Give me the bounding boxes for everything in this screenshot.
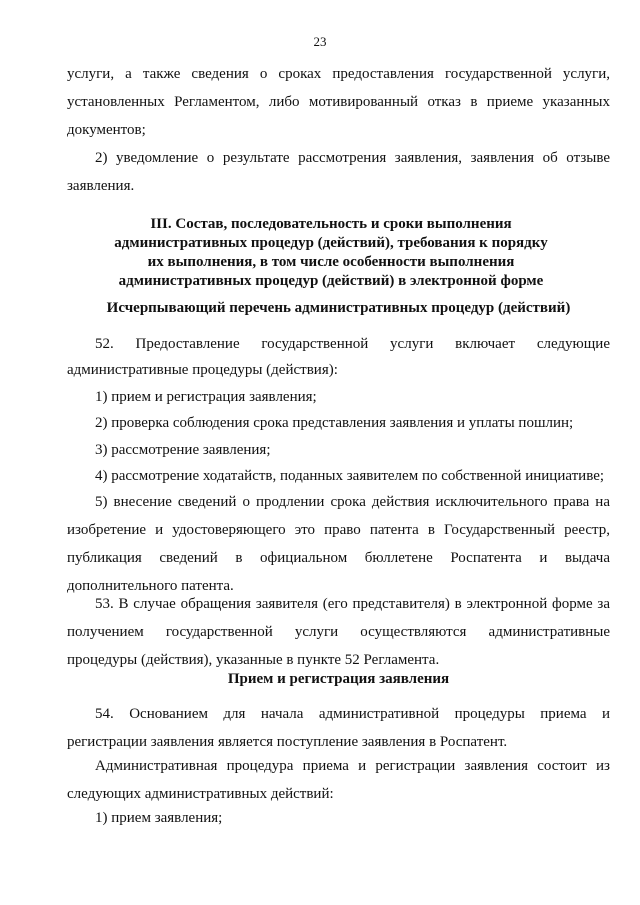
paragraph-52-line1: 52. Предоставление государственной услуги включает следующие (95, 336, 610, 352)
list-item-notification: 2) уведомление о результате рассмотрения заявления, заявления об отзыве заявления. (67, 150, 610, 194)
section-heading-line: III. Состав, последовательность и сроки выполнения (150, 216, 512, 232)
continued-paragraph: услуги, а также сведения о сроках предоставления государственной услуги, установленных Регламентом, либо мотивированный отказ в приеме указанных документов; (67, 66, 610, 138)
list-item-registry-entry: 5) внесение сведений о продлении срока действия исключительного права на изобретение и удостоверяющего это право патента в Государственный реестр, публикация сведений в официальном бюллетене Роспатента и выдача дополнительного патента. (67, 494, 610, 594)
list-item: 3) рассмотрение заявления; (95, 442, 271, 458)
list-item: 4) рассмотрение ходатайств, поданных заявителем по собственной инициативе; (95, 468, 605, 484)
list-item: 1) прием заявления; (95, 810, 223, 826)
section-heading-line: административных процедур (действий) в электронной форме (118, 273, 544, 289)
list-item: 1) прием и регистрация заявления; (95, 389, 317, 405)
section-heading-line: их выполнения, в том числе особенности выполнения (147, 254, 515, 270)
section-heading (96, 215, 566, 291)
page-number: 23 (313, 34, 327, 49)
paragraph-admin-procedure: Административная процедура приема и регистрации заявления состоит из следующих административных действий: (67, 758, 610, 802)
subheading-procedures-list: Исчерпывающий перечень административных процедур (действий) (106, 300, 571, 316)
section-heading-line: административных процедур (действий), требования к порядку (114, 235, 548, 251)
subheading-reception: Прием и регистрация заявления (227, 671, 450, 687)
paragraph-53: 53. В случае обращения заявителя (его представителя) в электронной форме за получением государственной услуги осуществляются административные процедуры (действия), указанные в пункте 52 Регламента. (67, 596, 610, 668)
paragraph-54: 54. Основанием для начала административной процедуры приема и регистрации заявления является поступление заявления в Роспатент. (67, 706, 610, 750)
list-item: 2) проверка соблюдения срока представления заявления и уплаты пошлин; (95, 415, 574, 431)
paragraph-52-line2: административные процедуры (действия): (67, 362, 338, 378)
